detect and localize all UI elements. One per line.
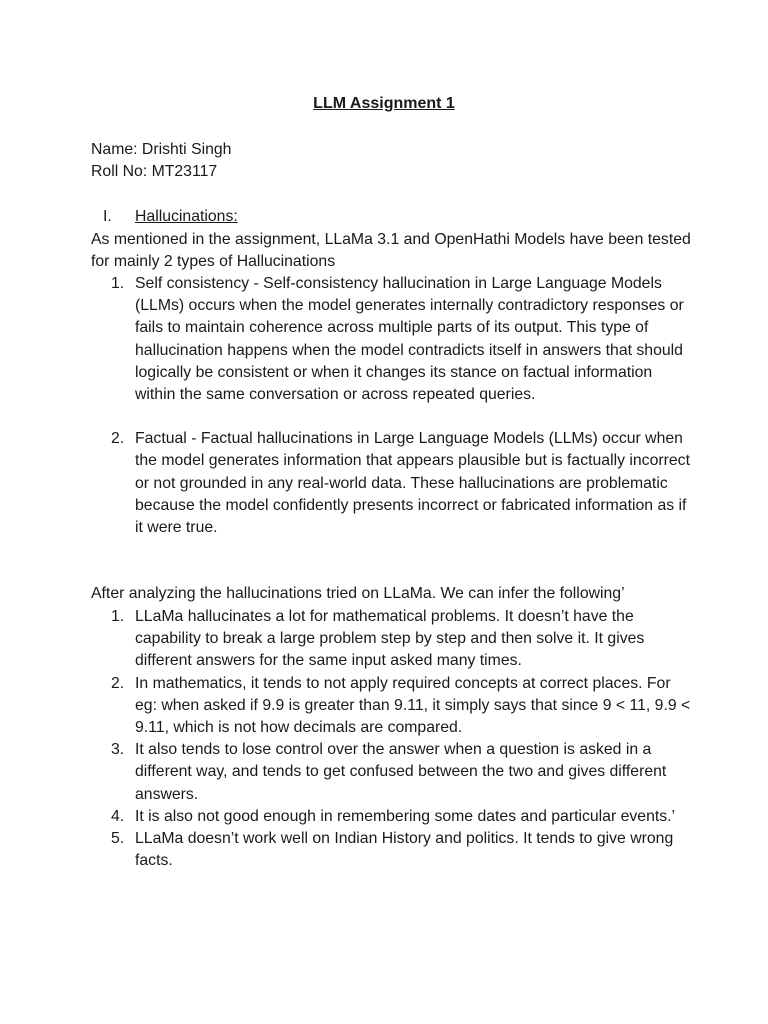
findings-intro: After analyzing the hallucinations tried on LLaMa. We can infer the following’	[91, 585, 625, 602]
document-title: LLM Assignment 1	[313, 95, 455, 112]
list-number: 1.	[111, 608, 125, 625]
list-item-text: It also tends to lose control over the answer when a question is asked in a different way, and tends to get confused between the two and gives different answers.	[135, 741, 667, 803]
list-number: 1.	[111, 275, 125, 292]
list-item	[91, 428, 691, 539]
section-numeral: I.	[103, 208, 112, 225]
list-item-text: LLaMa doesn’t work well on Indian History and politics. It tends to give wrong facts.	[135, 830, 674, 870]
list-item	[91, 673, 691, 740]
section-title: Hallucinations:	[135, 208, 238, 225]
hallucination-types-list	[91, 273, 691, 539]
list-item-text: LLaMa hallucinates a lot for mathematical problems. It doesn’t have the capability to break a large problem step by step and then solve it. It gives different answers for the same input asked many times.	[135, 608, 645, 670]
list-number: 2.	[111, 430, 125, 448]
list-item-text: It is also not good enough in remembering some dates and particular events.’	[135, 807, 676, 825]
list-item	[91, 273, 691, 406]
findings-list	[91, 606, 691, 872]
list-item-text: In mathematics, it tends to not apply required concepts at correct places. For eg: when asked if 9.9 is greater than 9.11, it simply says that since 9 < 11, 9.9 < 9.11, which is not how decimals are compared.	[135, 674, 691, 737]
student-name: Name: Drishti Singh	[91, 141, 232, 158]
roll-number: Roll No: MT23117	[91, 163, 218, 180]
list-number: 5.	[111, 830, 125, 848]
list-number: 4.	[111, 807, 125, 825]
list-item	[91, 828, 691, 872]
list-item-text: Self consistency - Self-consistency hallucination in Large Language Models (LLMs) occurs when the model generates internally contradictory responses or fails to maintain coherence across multiple parts of its output. This type of hallucination happens when the model contradicts itself in answers that should logically be consistent or when it changes its stance on factual information within the same conversation or across repeated queries.	[135, 275, 684, 404]
list-item	[91, 739, 691, 806]
list-item	[91, 606, 691, 673]
list-number: 3.	[111, 741, 125, 759]
list-number: 2.	[111, 674, 125, 692]
section-intro: As mentioned in the assignment, LLaMa 3.1 and OpenHathi Models have been tested for mainly 2 types of Hallucinations	[91, 231, 691, 271]
list-item-text: Factual - Factual hallucinations in Large Language Models (LLMs) occur when the model generates information that appears plausible but is factually incorrect or not grounded in any real-world data. These hallucinations are problematic because the model confidently presents incorrect or fabricated information as if it were true.	[135, 430, 690, 537]
list-item	[91, 806, 691, 828]
